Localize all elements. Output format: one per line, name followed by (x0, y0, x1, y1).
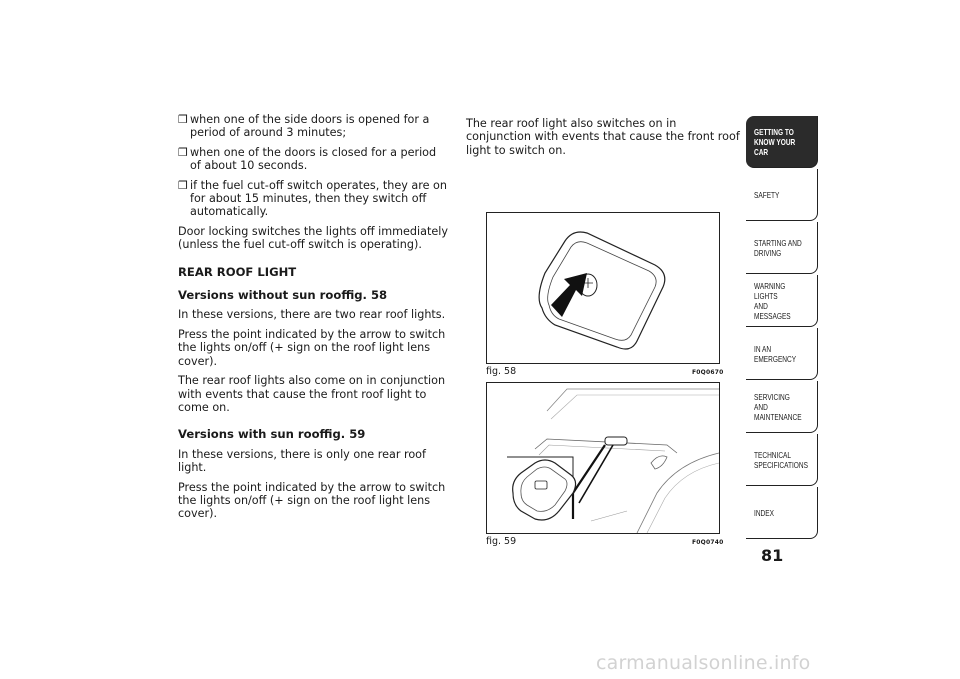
subheading-without-sunroof: Versions without sun rooffig. 58 (178, 288, 388, 303)
roof-light-illustration (487, 213, 719, 363)
page-number: 81 (761, 546, 784, 565)
tab-servicing-and-maintenance[interactable]: SERVICING AND MAINTENANCE (746, 381, 818, 433)
bullet-item: ❒ when one of the doors is closed for a period of about 10 seconds. (178, 145, 437, 173)
left-column (178, 113, 450, 527)
figure-59-image (486, 382, 720, 534)
section-heading: REAR ROOF LIGHT (178, 264, 297, 279)
checkbox-bullet-icon: ❒ (178, 145, 188, 159)
figure-ref[interactable]: fig. 59 (332, 427, 366, 442)
bullet-item: ❒ if the fuel cut-off switch operates, they are on for about 15 minutes, then they switch off automatically. (178, 178, 447, 219)
sunroof-light-illustration (487, 383, 719, 533)
figure-ref[interactable]: fig. 58 (354, 288, 388, 303)
figure-59-code: F0Q0740 (692, 539, 724, 546)
paragraph: In these versions, there are two rear roof lights. (178, 308, 446, 322)
figure-58-image (486, 212, 720, 364)
tab-getting-to-know-your-car[interactable]: GETTING TO KNOW YOUR CAR (746, 116, 818, 168)
checkbox-bullet-icon: ❒ (178, 113, 188, 126)
figure-59-caption: fig. 59 (486, 536, 517, 547)
door-locking-text: Door locking switches the lights off immediately (unless the fuel cut-off switch is operating). (178, 224, 448, 252)
tab-starting-and-driving[interactable]: STARTING AND DRIVING (746, 222, 818, 274)
watermark: carmanualsonline.info (596, 652, 811, 674)
paragraph: Press the point indicated by the arrow to switch the lights on/off (+ sign on the roof light lens cover). (178, 480, 446, 521)
tab-in-an-emergency[interactable]: IN AN EMERGENCY (746, 328, 818, 380)
paragraph: The rear roof lights also come on in conjunction with events that cause the front roof light to come on. (178, 374, 446, 414)
checkbox-bullet-icon: ❒ (178, 178, 188, 192)
chapter-tabs (746, 116, 818, 540)
tab-index[interactable]: INDEX (746, 487, 818, 539)
tab-warning-lights[interactable]: WARNING LIGHTS AND MESSAGES (746, 275, 818, 327)
figure-58-code: F0Q0670 (692, 369, 724, 376)
tab-technical-specifications[interactable]: TECHNICAL SPECIFICATIONS (746, 434, 818, 486)
subheading-with-sunroof: Versions with sun rooffig. 59 (178, 427, 366, 442)
tab-safety[interactable]: SAFETY (746, 169, 818, 221)
paragraph: Press the point indicated by the arrow to switch the lights on/off (+ sign on the roof light lens cover). (178, 327, 446, 368)
figure-58-caption: fig. 58 (486, 366, 517, 377)
bullet-item: ❒ when one of the side doors is opened for a period of around 3 minutes; (178, 113, 430, 140)
right-intro-text: The rear roof light also switches on in conjunction with events that cause the front roof light to switch on. (466, 117, 740, 157)
paragraph: In these versions, there is only one rear roof light. (178, 447, 426, 475)
